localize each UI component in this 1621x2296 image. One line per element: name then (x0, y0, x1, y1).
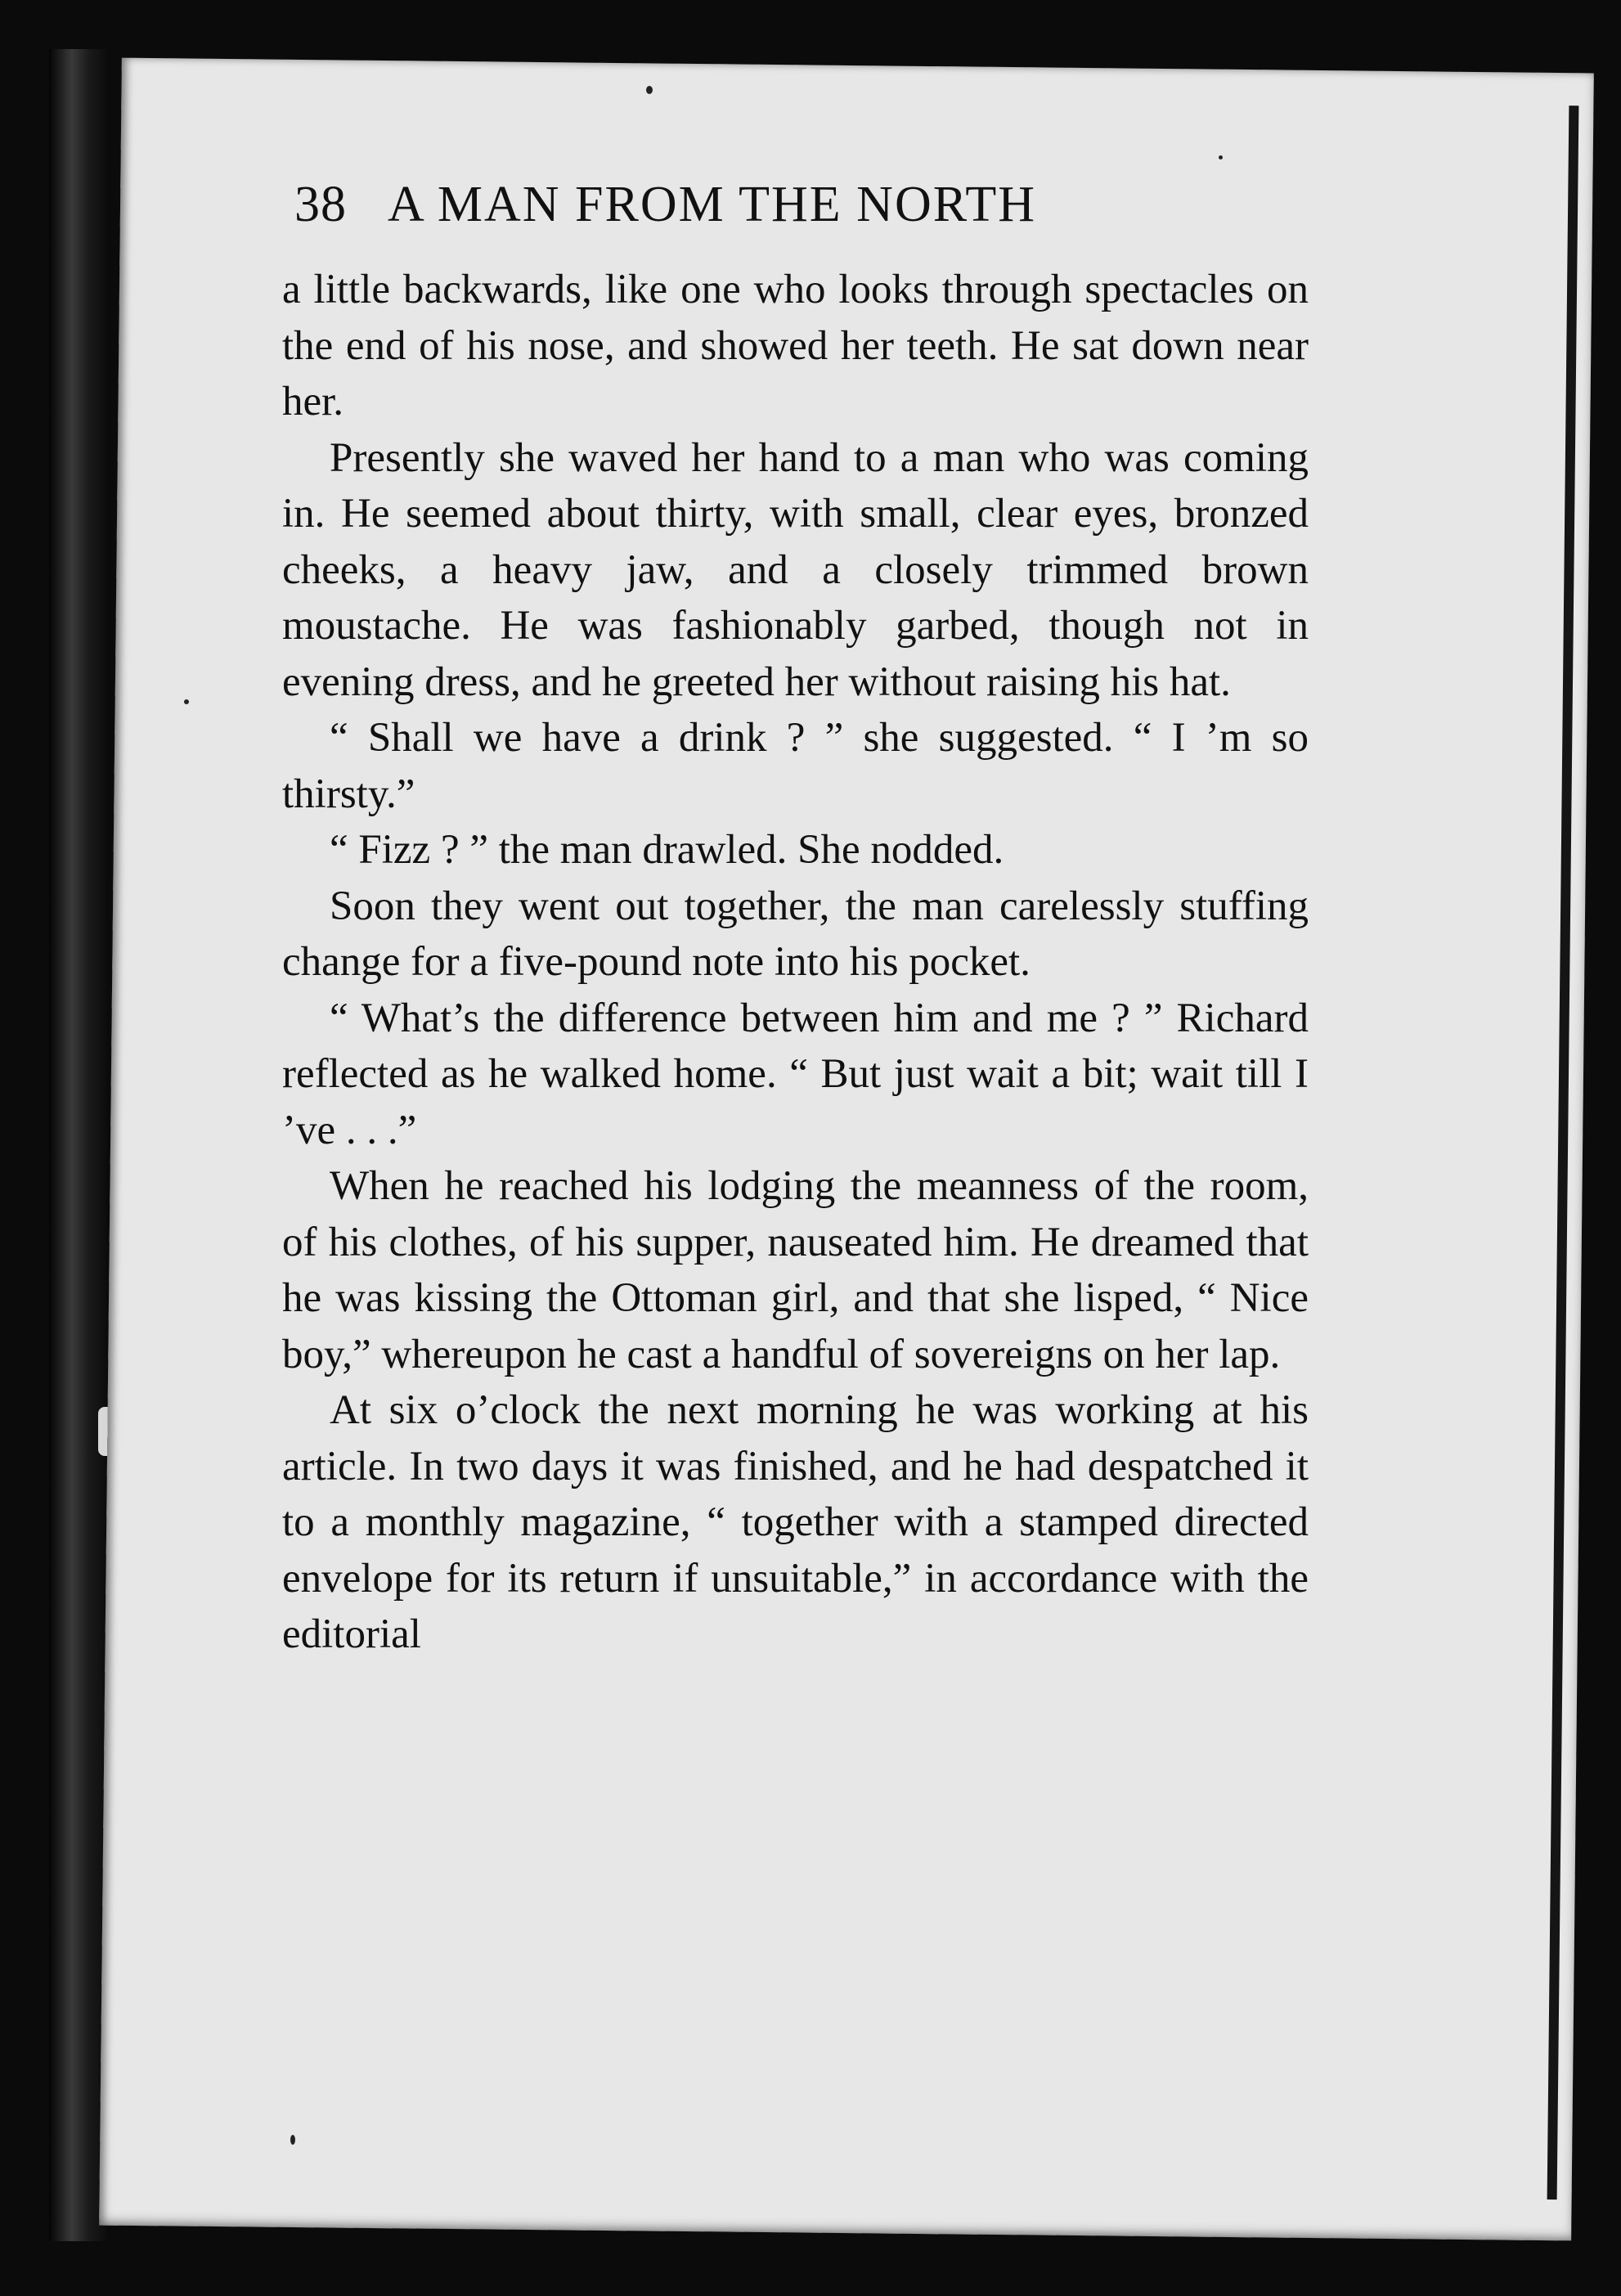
running-head: A MAN FROM THE NORTH (388, 177, 1036, 232)
page-number: 38 (294, 177, 347, 232)
dust-speck (1219, 155, 1223, 160)
dust-speck (290, 2135, 295, 2145)
paragraph: At six o’clock the next morning he was working at his article. In two days it was finished, and he had despatched it to a monthly magazine, “ together with a stamped directed envelope for its return if unsuitable,” in accordance with the editorial (282, 1387, 1309, 1657)
paragraph: Presently she waved her hand to a man who was coming in. He seemed about thirty, with small, clear eyes, bronzed cheeks, a heavy jaw, and a closely trimmed brown moustache. He was fashionably garbed, though not in evening dress, and he greeted her without raising his hat. (282, 434, 1309, 705)
paragraph: “ Fizz ? ” the man drawled. She nodded. (330, 827, 1004, 873)
paragraph: When he reached his lodging the meanness of the room, of his clothes, of his supper, nauseated him. He dreamed that he was kissing the Ottoman girl, and that she lisped, “ Nice boy,” whereupon he cast a handful of sovereigns on her lap. (282, 1163, 1309, 1377)
page-header (294, 176, 1276, 234)
paragraph: “ What’s the difference between him and me ? ” Richard reflected as he walked home. “ But just wait a bit; wait till I ’ve . . .” (282, 995, 1309, 1153)
dust-speck (646, 86, 653, 94)
paragraph: Soon they went out together, the man carelessly stuffing change for a five-pound note into his pocket. (282, 883, 1309, 985)
body-text (282, 262, 1309, 1663)
paragraph: “ Shall we have a drink ? ” she suggested. “ I ’m so thirsty.” (282, 715, 1309, 817)
book-spine (49, 49, 106, 2241)
page-edge-shadow (1547, 106, 1579, 2199)
paragraph: a little backwards, like one who looks through spectacles on the end of his nose, and showed her teeth. He sat down near her. (282, 267, 1309, 425)
dust-speck (184, 699, 189, 704)
